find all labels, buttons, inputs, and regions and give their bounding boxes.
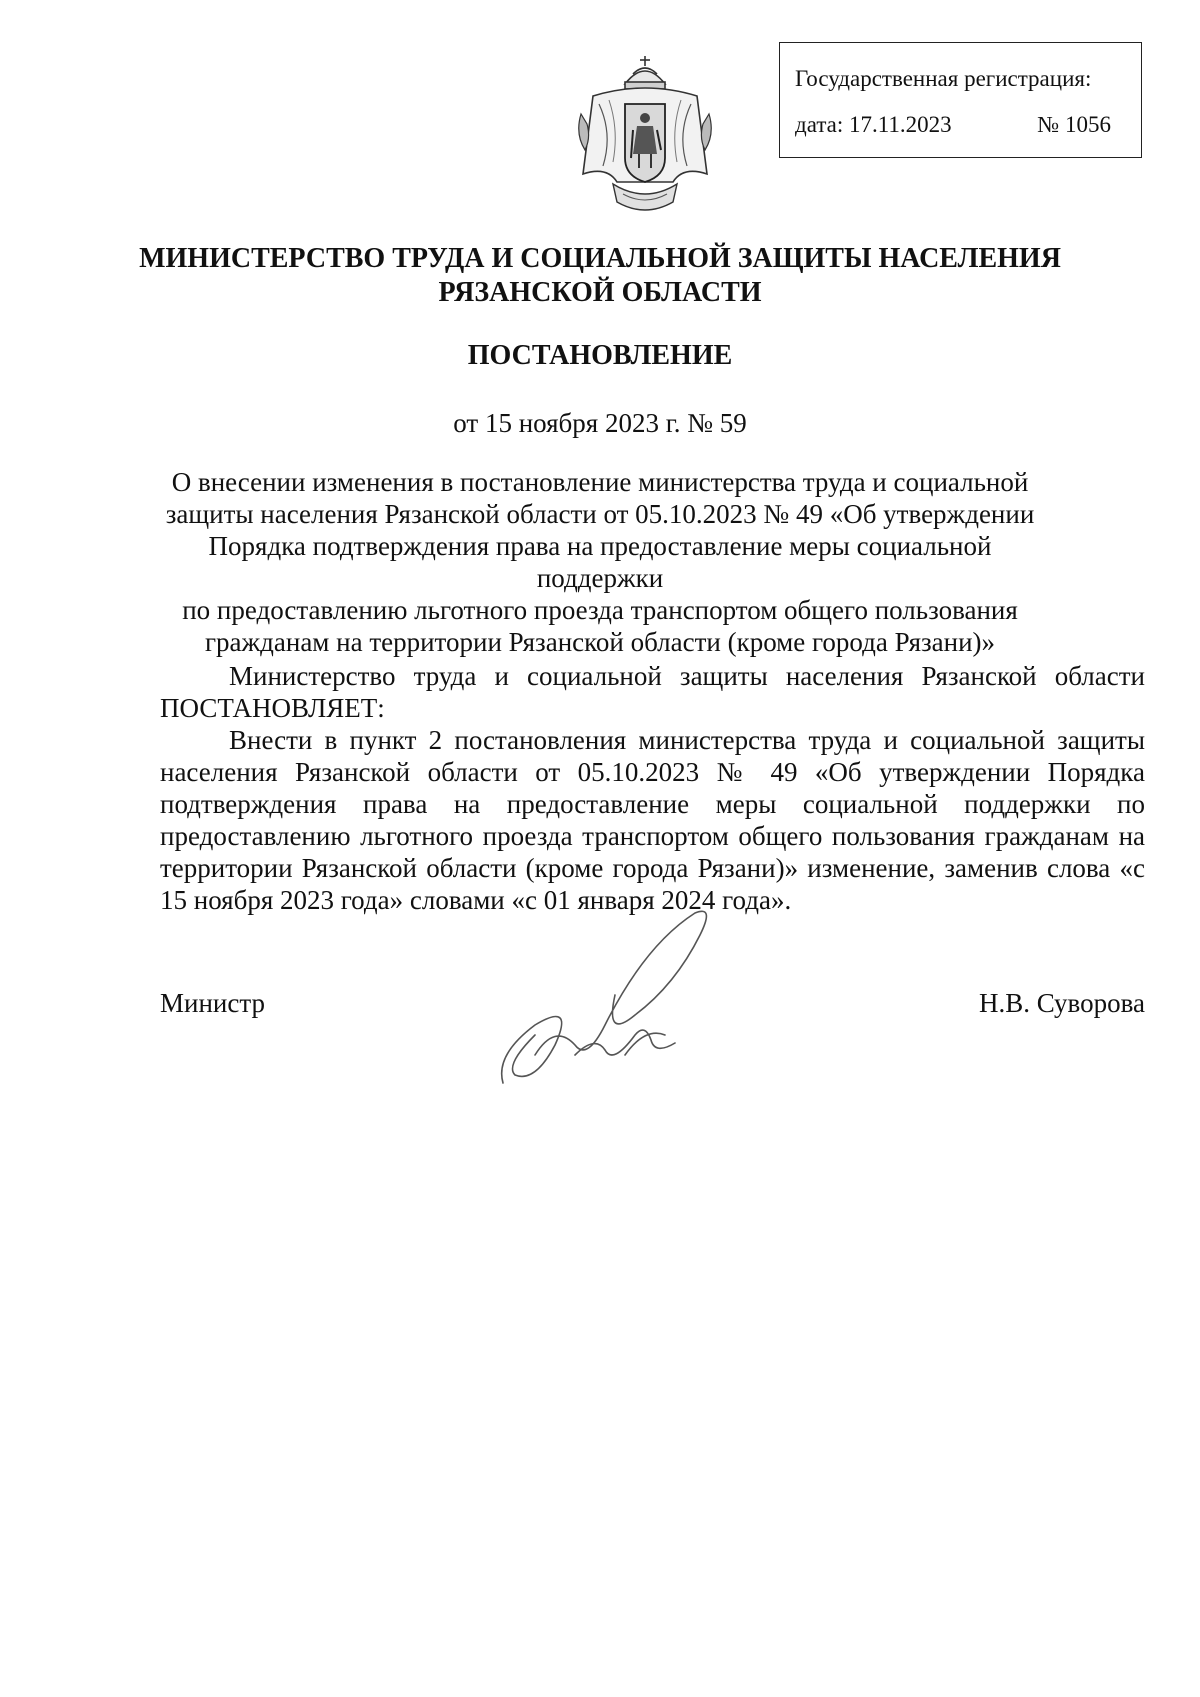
subject-line: Порядка подтверждения права на предоставление меры социальной поддержки — [208, 531, 992, 593]
signer-name: Н.В. Суворова — [978, 988, 1145, 1018]
registration-title: Государственная регистрация: — [795, 66, 1092, 91]
document-body — [160, 660, 1145, 916]
document-subject — [150, 466, 1050, 658]
ministry-title — [0, 242, 1200, 310]
subject-line: гражданам на территории Рязанской области (кроме города Рязани)» — [204, 627, 996, 657]
subject-line: защиты населения Рязанской области от 05.10.2023 № 49 «Об утверждении — [165, 499, 1035, 529]
ministry-title-line1: МИНИСТЕРСТВО ТРУДА И СОЦИАЛЬНОЙ ЗАЩИТЫ НАСЕЛЕНИЯ — [139, 243, 1061, 274]
document-date-number: от 15 ноября 2023 г. № 59 — [453, 408, 747, 438]
registration-number: № 1056 — [1037, 112, 1111, 137]
body-paragraph: Внести в пункт 2 постановления министерства труда и социальной защиты населения Рязанской области от 05.10.2023 № 49 «Об утверждении Порядка подтверждения права на предоставление меры социальной поддержки по предоставлению льготного проезда транспортом общего пользования гражданам на территории Рязанской области (кроме города Рязани)» изменение, заменив слова «с 15 ноября 2023 года» словами «с 01 января 2024 года». — [160, 725, 1145, 915]
subject-line: по предоставлению льготного проезда транспортом общего пользования — [182, 595, 1018, 625]
document-type: ПОСТАНОВЛЕНИЕ — [467, 340, 733, 371]
body-preamble: Министерство труда и социальной защиты населения Рязанской области ПОСТАНОВЛЯЕТ: — [160, 661, 1145, 723]
coat-of-arms-emblem — [573, 54, 717, 218]
registration-date: дата: 17.11.2023 — [795, 112, 952, 137]
ministry-title-line2: РЯЗАНСКОЙ ОБЛАСТИ — [438, 277, 762, 308]
signer-position: Министр — [160, 988, 265, 1018]
subject-line: О внесении изменения в постановление министерства труда и социальной — [171, 467, 1029, 497]
registration-box — [779, 42, 1142, 158]
handwritten-signature — [495, 905, 755, 1095]
